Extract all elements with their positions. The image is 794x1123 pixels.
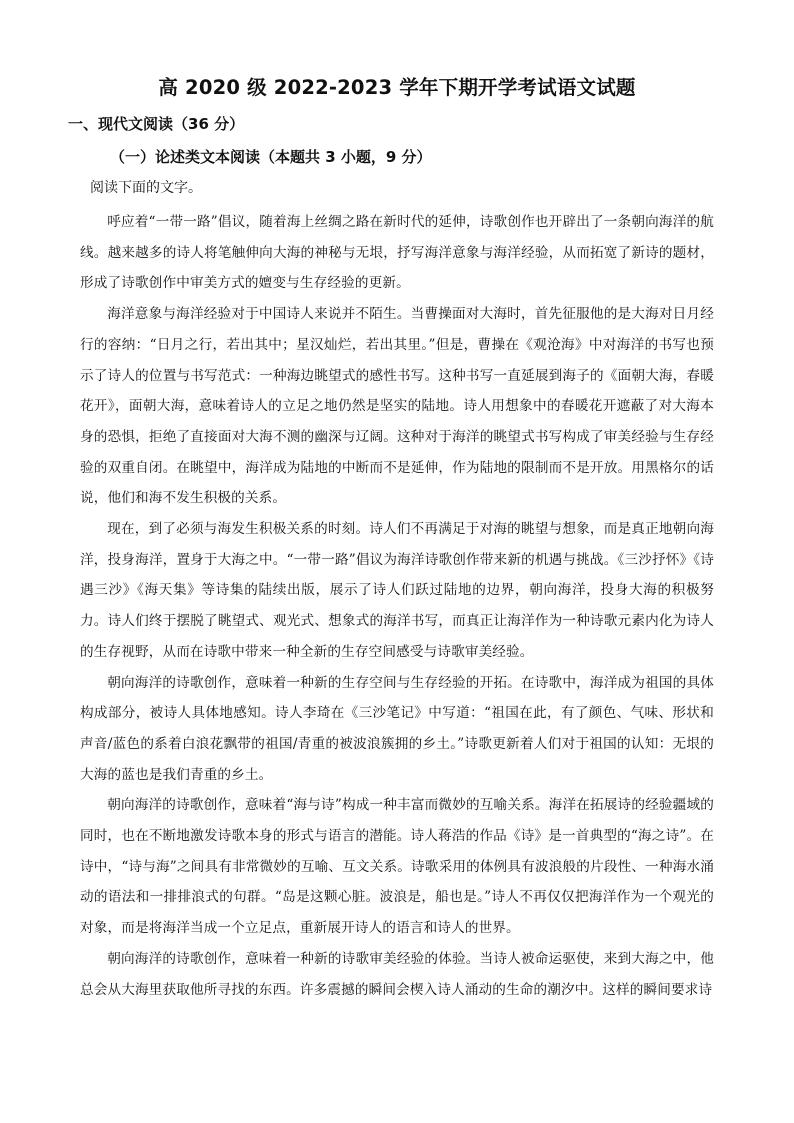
paragraph-6: 朝向海洋的诗歌创作，意味着一种新的诗歌审美经验的体验。当诗人被命运驱使，来到大海之中，他总会从大海里获取他所寻找的东西。许多震撼的瞬间会楔入诗人涌动的生命的潮汐中。这样的瞬间要求诗 bbox=[80, 950, 714, 998]
paragraph-5: 朝向海洋的诗歌创作，意味着“海与诗”构成一种丰富而微妙的互喻关系。海洋在拓展诗的经验疆域的同时，也在不断地激发诗歌本身的形式与语言的潜能。诗人蒋浩的作品《诗》是一首典型的“海之诗”。在诗中，“诗与海”之间具有非常微妙的互喻、互文关系。诗歌采用的体例具有波浪般的片段性、一种海水涌动的语法和一排排浪式的句群。“岛是这颗心脏。波浪是，船也是。”诗人不再仅仅把海洋作为一个观光的对象，而是将海洋当成一个立足点，重新展开诗人的语言和诗人的世界。 bbox=[80, 797, 714, 937]
paragraph-1: 呼应着“一带一路”倡议，随着海上丝绸之路在新时代的延伸，诗歌创作也开辟出了一条朝向海洋的航线。越来越多的诗人将笔触伸向大海的神秘与无垠，抒写海洋意象与海洋经验，从而拓宽了新诗的题材，形成了诗歌创作中审美方式的嬗变与生存经验的更新。 bbox=[80, 214, 714, 292]
exam-title: 高 2020 级 2022-2023 学年下期开学考试语文试题 bbox=[158, 76, 636, 99]
paragraph-2: 海洋意象与海洋经验对于中国诗人来说并不陌生。当曹操面对大海时，首先征服他的是大海对日月经行的容纳：“日月之行，若出其中；星汉灿烂，若出其里。”但是，曹操在《观沧海》中对海洋的书写也预示了诗人的位置与书写范式：一种海边眺望式的感性书写。这种书写一直延展到海子的《面朝大海，春暖花开》，面朝大海，意味着诗人的立足之地仍然是坚实的陆地。诗人用想象中的春暖花开遮蔽了对大海本身的恐惧，拒绝了直接面对大海不测的幽深与辽阔。这种对于海洋的眺望式书写构成了审美经验与生存经验的双重自闭。在眺望中，海洋成为陆地的中断而不是延伸，作为陆地的限制而不是开放。用黑格尔的话说，他们和海不发生积极的关系。 bbox=[80, 306, 714, 507]
paragraph-4: 朝向海洋的诗歌创作，意味着一种新的生存空间与生存经验的开拓。在诗歌中，海洋成为祖国的具体构成部分，被诗人具体地感知。诗人李琦在《三沙笔记》中写道：“祖国在此，有了颜色、气味、形状和声音/蓝色的系着白浪花飘带的祖国/青重的被波浪簇拥的乡土。”诗歌更新着人们对于祖国的认知：无垠的大海的蓝也是我们青重的乡土。 bbox=[80, 674, 714, 783]
article-body bbox=[80, 207, 714, 1005]
paragraph-3: 现在，到了必须与海发生积极关系的时刻。诗人们不再满足于对海的眺望与想象，而是真正地朝向海洋，投身海洋，置身于大海之中。“一带一路”倡议为海洋诗歌创作带来新的机遇与挑战。《三沙抒怀》《诗遇三沙》《海天集》等诗集的陆续出版，展示了诗人们跃过陆地的边界，朝向海洋，投身大海的积极努力。诗人们终于摆脱了眺望式、观光式、想象式的海洋书写，而真正让海洋作为一种诗歌元素内化为诗人的生存视野，从而在诗歌中带来一种全新的生存空间感受与诗歌审美经验。 bbox=[80, 521, 714, 660]
reading-instruction: 阅读下面的文字。 bbox=[90, 180, 202, 196]
section-heading: 一、现代文阅读（36 分） bbox=[68, 115, 245, 133]
subsection-heading: （一）论述类文本阅读（本题共 3 小题，9 分） bbox=[110, 148, 432, 166]
